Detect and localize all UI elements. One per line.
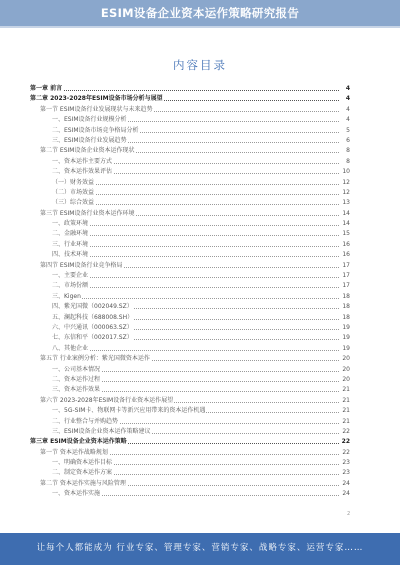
toc-entry-row[interactable] [30, 178, 350, 188]
toc-entry-label: 二、资本运作效果评估 [52, 168, 113, 176]
toc-heading: 内容目录 [173, 58, 227, 72]
toc-leader-dots [52, 350, 339, 351]
toc-page-number: 22 [339, 437, 350, 447]
toc-page-number: 16 [339, 250, 350, 260]
toc-entry-label: （三）综合效益 [52, 199, 95, 207]
toc-entry-label: 二、金融环境 [52, 230, 89, 238]
toc-chapter-row[interactable] [30, 437, 350, 447]
table-of-contents [30, 84, 350, 500]
toc-entry-row[interactable] [30, 157, 350, 167]
toc-leader-dots [52, 184, 339, 185]
toc-entry-label: 第一章 前言 [30, 85, 63, 92]
toc-entry-row[interactable] [30, 417, 350, 427]
page-mark: 2 [347, 511, 351, 517]
toc-page-number: 20 [339, 375, 350, 385]
toc-entry-row[interactable] [30, 365, 350, 375]
toc-entry-label: 二、ESIM设备市场竞争格局分析 [52, 126, 139, 134]
toc-page-number: 20 [339, 365, 350, 375]
toc-page-number: 12 [339, 178, 350, 188]
toc-entry-label: 第一节 资本运作战略规划 [40, 448, 108, 456]
toc-page-number: 4 [339, 105, 350, 115]
toc-entry-label: 四、紫光国微（002049.SZ） [52, 303, 133, 311]
toc-entry-row[interactable] [30, 333, 350, 343]
toc-entry-row[interactable] [30, 375, 350, 385]
toc-entry-row[interactable] [30, 167, 350, 177]
toc-entry-row[interactable] [30, 448, 350, 458]
toc-leader-dots [52, 246, 339, 247]
toc-entry-row[interactable] [30, 188, 350, 198]
toc-entry-label: 第二节 ESIM设备企业资本运作现状 [40, 147, 135, 155]
toc-entry-row[interactable] [30, 271, 350, 281]
toc-page-number: 23 [339, 458, 350, 468]
toc-entry-row[interactable] [30, 292, 350, 302]
toc-leader-dots [52, 256, 339, 257]
toc-entry-label: 七、东信和平（002017.SZ） [52, 334, 133, 342]
toc-entry-label: （二）市场效益 [52, 188, 95, 196]
toc-entry-label: 第三节 ESIM设备行业资本运作环境 [40, 209, 135, 217]
toc-entry-row[interactable] [30, 115, 350, 125]
toc-entry-row[interactable] [30, 354, 350, 364]
toc-entry-label: 一、5G-SIM卡、物联网卡等新兴应用带来的资本运作机遇 [52, 407, 206, 415]
toc-entry-label: 二、市场份额 [52, 282, 89, 290]
toc-entry-row[interactable] [30, 229, 350, 239]
toc-entry-row[interactable] [30, 479, 350, 489]
toc-entry-label: 第五节 行业案例分析：紫光国微资本运作 [40, 355, 150, 363]
toc-entry-label: 三、资本运作效果 [52, 386, 101, 394]
toc-leader-dots [52, 225, 339, 226]
toc-page-number: 14 [339, 209, 350, 219]
toc-page-number: 18 [339, 313, 350, 323]
toc-chapter-row[interactable] [30, 94, 350, 104]
toc-entry-label: （一）财务效益 [52, 178, 95, 186]
toc-page-number: 19 [339, 323, 350, 333]
toc-page-number: 13 [339, 198, 350, 208]
toc-entry-row[interactable] [30, 146, 350, 156]
toc-entry-row[interactable] [30, 261, 350, 271]
toc-page-number: 18 [339, 292, 350, 302]
toc-page-number: 12 [339, 188, 350, 198]
toc-leader-dots [52, 194, 339, 195]
toc-entry-label: 四、技术环境 [52, 251, 89, 259]
toc-leader-dots [52, 204, 339, 205]
toc-page-number: 19 [339, 344, 350, 354]
toc-entry-row[interactable] [30, 126, 350, 136]
toc-page-number: 4 [339, 94, 350, 104]
toc-page-number: 22 [339, 448, 350, 458]
toc-leader-dots [52, 287, 339, 288]
toc-entry-label: 第六节 2023-2028年ESIM设备行业资本运作展望 [40, 396, 174, 404]
toc-entry-row[interactable] [30, 427, 350, 437]
toc-entry-row[interactable] [30, 105, 350, 115]
toc-page-number: 10 [339, 167, 350, 177]
toc-entry-row[interactable] [30, 406, 350, 416]
toc-page-number: 22 [339, 427, 350, 437]
toc-page-number: 20 [339, 354, 350, 364]
header-divider [0, 26, 400, 28]
toc-leader-dots [52, 298, 339, 299]
toc-entry-row[interactable] [30, 323, 350, 333]
toc-entry-label: 三、Kigen [52, 292, 81, 300]
toc-page-number: 14 [339, 219, 350, 229]
toc-entry-label: 一、明确资本运作目标 [52, 459, 113, 467]
toc-entry-row[interactable] [30, 219, 350, 229]
toc-chapter-row[interactable] [30, 84, 350, 94]
toc-entry-label: 二、制定资本运作方案 [52, 469, 113, 477]
toc-entry-label: 三、ESIM设备行业发展趋势 [52, 136, 127, 144]
toc-page-number: 24 [339, 479, 350, 489]
toc-entry-row[interactable] [30, 344, 350, 354]
toc-entry-row[interactable] [30, 198, 350, 208]
report-title: ESIM设备企业资本运作策略研究报告 [100, 6, 300, 20]
toc-page-number: 19 [339, 333, 350, 343]
toc-entry-label: 第一节 ESIM设备行业发展现状与未来趋势 [40, 105, 153, 113]
toc-page-number: 23 [339, 468, 350, 478]
toc-entry-row[interactable] [30, 313, 350, 323]
toc-page-number: 17 [339, 281, 350, 291]
toc-entry-row[interactable] [30, 136, 350, 146]
toc-entry-row[interactable] [30, 385, 350, 395]
toc-entry-row[interactable] [30, 489, 350, 499]
toc-entry-label: 一、政策环境 [52, 220, 89, 228]
toc-entry-label: 三、ESIM设备企业资本运作策略建议 [52, 427, 151, 435]
toc-entry-row[interactable] [30, 209, 350, 219]
toc-page-number: 21 [339, 406, 350, 416]
toc-leader-dots [52, 235, 339, 236]
toc-page-number: 16 [339, 240, 350, 250]
toc-entry-row[interactable] [30, 458, 350, 468]
toc-page-number: 18 [339, 302, 350, 312]
toc-entry-row[interactable] [30, 281, 350, 291]
toc-page-number: 15 [339, 229, 350, 239]
toc-page-number: 4 [339, 84, 350, 94]
toc-entry-label: 第三章 ESIM设备企业资本运作策略 [30, 438, 127, 446]
toc-leader-dots [52, 277, 339, 278]
toc-entry-label: 二、资本运作过程 [52, 375, 101, 383]
toc-page-number: 21 [339, 396, 350, 406]
toc-page-number: 6 [339, 136, 350, 146]
toc-entry-label: 五、澜起科技（688008.SH） [52, 313, 134, 321]
toc-entry-label: 第二章 2023-2028年ESIM设备市场分析与展望 [30, 95, 163, 103]
toc-page-number: 17 [339, 271, 350, 281]
toc-entry-label: 第二节 资本运作实施与风险管理 [40, 479, 126, 487]
toc-page-number: 5 [339, 126, 350, 136]
toc-entry-row[interactable] [30, 396, 350, 406]
toc-page-number: 24 [339, 489, 350, 499]
toc-page-number: 4 [339, 115, 350, 125]
toc-entry-label: 一、资本运作实施 [52, 490, 101, 498]
toc-leader-dots [30, 90, 339, 91]
toc-page-number: 21 [339, 385, 350, 395]
toc-entry-label: 三、行业环境 [52, 240, 89, 248]
toc-entry-label: 第四节 ESIM设备行业竞争格局 [40, 261, 123, 269]
toc-entry-label: 一、主要企业 [52, 272, 89, 280]
toc-entry-row[interactable] [30, 250, 350, 260]
toc-entry-row[interactable] [30, 302, 350, 312]
toc-entry-row[interactable] [30, 240, 350, 250]
toc-entry-label: 八、其他企业 [52, 344, 89, 352]
toc-page-number: 21 [339, 417, 350, 427]
toc-entry-label: 一、公司基本情况 [52, 365, 101, 373]
toc-page-number: 17 [339, 261, 350, 271]
toc-entry-label: 一、ESIM设备行业规模分析 [52, 116, 127, 124]
toc-entry-label: 一、资本运作主要方式 [52, 157, 113, 165]
toc-entry-row[interactable] [30, 468, 350, 478]
toc-entry-label: 二、行业整合与并购趋势 [52, 417, 119, 425]
toc-page-number: 8 [339, 146, 350, 156]
toc-page-number: 8 [339, 157, 350, 167]
footer-slogan: 让每个人都能成为 行业专家、管理专家、营销专家、战略专家、运营专家…… [36, 543, 364, 553]
toc-entry-label: 六、中兴通讯（000063.SZ） [52, 323, 133, 331]
